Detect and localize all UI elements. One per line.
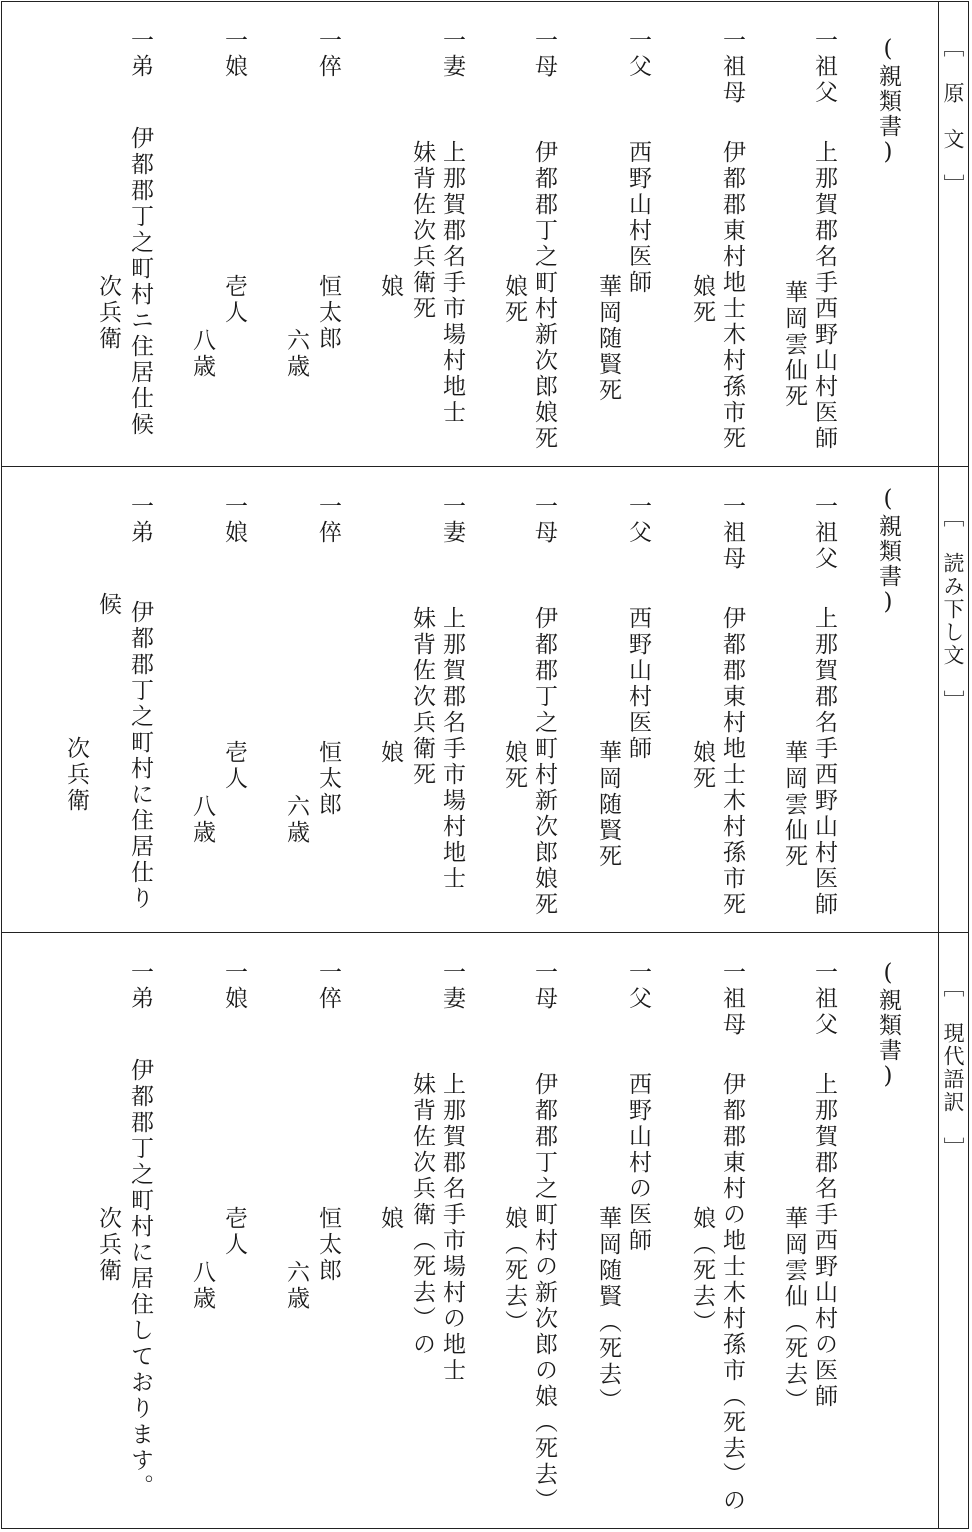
row-text: 伊都郡丁之町村の新次郎の娘（死去）	[531, 1072, 557, 1514]
row-text: 上那賀郡名手市場村の地士	[439, 1072, 465, 1384]
row-role: 一父	[625, 494, 651, 546]
row-text: 華岡随賢死	[595, 740, 621, 870]
row-role: 一倅	[315, 28, 341, 80]
row-role: 一弟	[127, 494, 153, 546]
row-text: 娘	[377, 740, 403, 766]
row-text: 娘（死去）	[689, 1206, 715, 1336]
row-text: 華岡雲仙死	[781, 740, 807, 870]
section-heading: (親類書)	[875, 486, 901, 617]
row-text: 娘	[377, 1206, 403, 1232]
row-text: 六歳	[283, 328, 309, 380]
row-text: 妹背佐次兵衛（死去）の	[409, 1072, 435, 1358]
row-role: 一母	[531, 960, 557, 1012]
row-text: 伊都郡東村の地士木村孫市（死去）の	[719, 1072, 745, 1514]
row-role: 一娘	[221, 960, 247, 1012]
row-role: 一祖父	[811, 960, 837, 1038]
row-text: 娘死	[689, 274, 715, 326]
row-text: 伊都郡丁之町村新次郎娘死	[531, 606, 557, 918]
row-text: 次兵衛	[95, 1206, 121, 1284]
row-text: 恒太郎	[315, 1206, 341, 1284]
row-role: 一祖母	[719, 28, 745, 106]
row-role: 一倅	[315, 494, 341, 546]
row-role: 一祖母	[719, 494, 745, 572]
row-text: 華岡雲仙（死去）	[781, 1206, 807, 1414]
row-text: 恒太郎	[315, 274, 341, 352]
row-text: 伊都郡東村地士木村孫市死	[719, 140, 745, 452]
row-role: 一祖母	[719, 960, 745, 1038]
row-text: 伊都郡丁之町村に住居仕り	[127, 600, 153, 912]
row-role: 一倅	[315, 960, 341, 1012]
row-text: 西野山村の医師	[625, 1072, 651, 1254]
row-text: 上那賀郡名手市場村地士	[439, 140, 465, 426]
row-role: 一娘	[221, 28, 247, 80]
row-text: 伊都郡丁之町村ニ住居仕候	[127, 126, 153, 438]
row-text: 六歳	[283, 1260, 309, 1312]
row-role: 一妻	[439, 28, 465, 80]
row-role: 一父	[625, 960, 651, 1012]
section-label: ［ 現代語訳 ］	[941, 976, 965, 1160]
row-role: 一娘	[221, 494, 247, 546]
section-modern	[0, 932, 972, 1530]
row-text: 伊都郡丁之町村新次郎娘死	[531, 140, 557, 452]
row-text: 次兵衛	[63, 736, 89, 814]
row-text: 西野山村医師	[625, 606, 651, 762]
row-role: 一弟	[127, 960, 153, 1012]
row-role: 一祖父	[811, 28, 837, 106]
row-text: 八歳	[189, 328, 215, 380]
row-text: 伊都郡東村地士木村孫市死	[719, 606, 745, 918]
row-text: 娘死	[501, 740, 527, 792]
row-text: 八歳	[189, 1260, 215, 1312]
row-text: 壱人	[221, 274, 247, 326]
row-text: 華岡随賢死	[595, 274, 621, 404]
row-text: 六歳	[283, 794, 309, 846]
row-text: 妹背佐次兵衛死	[409, 606, 435, 788]
row-role: 一父	[625, 28, 651, 80]
row-text: 妹背佐次兵衛死	[409, 140, 435, 322]
section-heading: (親類書)	[875, 960, 901, 1091]
section-original	[0, 0, 972, 466]
row-text: 娘（死去）	[501, 1206, 527, 1336]
row-text: 候	[95, 592, 121, 618]
row-text: 上那賀郡名手市場村地士	[439, 606, 465, 892]
row-text: 娘	[377, 274, 403, 300]
row-text: 娘死	[501, 274, 527, 326]
section-label: ［ 読み下し文 ］	[941, 506, 965, 713]
row-text: 恒太郎	[315, 740, 341, 818]
row-text: 娘死	[689, 740, 715, 792]
section-reading	[0, 466, 972, 932]
row-text: 壱人	[221, 740, 247, 792]
row-role: 一弟	[127, 28, 153, 80]
row-role: 一母	[531, 494, 557, 546]
row-text: 伊都郡丁之町村に居住しております。	[127, 1058, 153, 1500]
row-text: 壱人	[221, 1206, 247, 1258]
row-text: 上那賀郡名手西野山村医師	[811, 140, 837, 452]
section-label: ［ 原 文 ］	[941, 36, 965, 197]
row-role: 一妻	[439, 960, 465, 1012]
row-role: 一祖父	[811, 494, 837, 572]
row-text: 上那賀郡名手西野山村の医師	[811, 1072, 837, 1410]
row-role: 一母	[531, 28, 557, 80]
row-text: 西野山村医師	[625, 140, 651, 296]
row-text: 次兵衛	[95, 274, 121, 352]
row-text: 八歳	[189, 794, 215, 846]
row-text: 上那賀郡名手西野山村医師	[811, 606, 837, 918]
row-role: 一妻	[439, 494, 465, 546]
row-text: 華岡随賢（死去）	[595, 1206, 621, 1414]
section-heading: (親類書)	[875, 36, 901, 167]
row-text: 華岡雲仙死	[781, 280, 807, 410]
